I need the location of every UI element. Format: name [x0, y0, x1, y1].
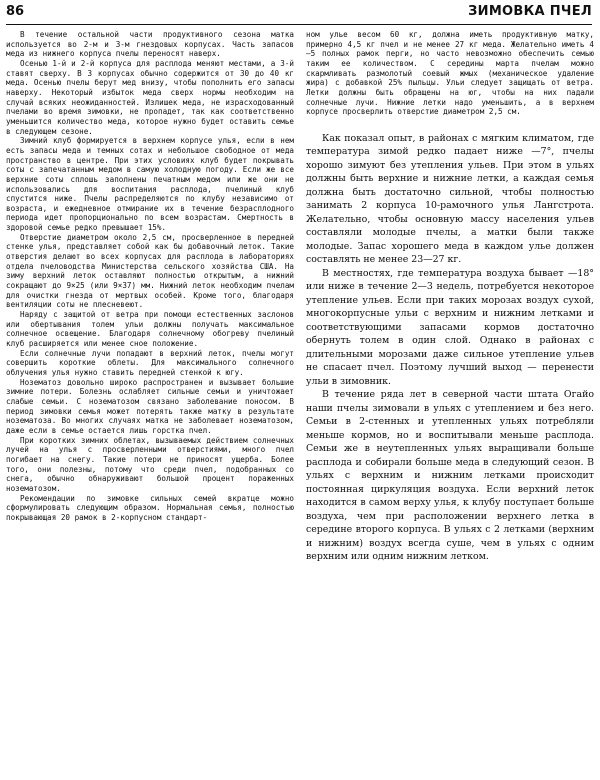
- header-rule: [6, 24, 592, 25]
- section-gap: [306, 117, 594, 132]
- continuation-paragraph: ном улье весом 60 кг, должна иметь продуктивную матку, примерно 4,5 кг пчел и не менее 27 кг меда. Желательно иметь 4—5 полных рамок перги, но часто невозможно обеспечить семью таким ее количеством. С середины марта пчелам можно скармливать размолотый соевый жмых (механическое удаление жира) с добавкой 25% пыльцы. Ульи следует защищать от ветра. Летки должны быть обращены на юг, чтобы на них падали солнечные лучи. Нижние летки надо уменьшить, а в верхнем корпусе просверлить отверстие диаметром 2,5 см.: [306, 30, 594, 117]
- paragraph: В местностях, где температура воздуха бывает —18° или ниже в течение 2—3 недель, потребуется некоторое утепление ульев. Если при таких морозах воздух сухой, многокорпусные ульи с верхним и нижним летками и соответствующими запасами кормов достаточно обернуть толем в один слой. Однако в районах с длительными морозами даже сильное утепление ульев не спасает пчел. Поэтому лучший выход — перенести ульи в зимовник.: [306, 267, 594, 387]
- right-column: [306, 30, 594, 778]
- left-column: [6, 30, 294, 778]
- paragraph: Если солнечные лучи попадают в верхний леток, пчелы могут совершить короткие облеты. Для максимального солнечного облучения улья нужно ставить передней стенкой к югу.: [6, 348, 294, 377]
- paragraph: При коротких зимних облетах, вызываемых действием солнечных лучей на улья с просверленными отверстиями, много пчел погибает на снегу. Такие потери не приносят ущерба. Более того, они полезны, потому что среди пчел, подобранных со снега, обычно обнаруживают большой процент пораженных нозематозом.: [6, 435, 294, 493]
- paragraph: Зимний клуб формируется в верхнем корпусе улья, если в нем есть запасы меда и темных сотах и небольшое свободное от меда пространство в центре. При этих условиях клуб будет покрывать соты с запечатанным медом в самую холодную погоду. Если же все верхние соты сплошь заполнены печатным медом или же они не использовались для воспитания расплода, пчелиный клуб спустится ниже. Пчелы распределяются по клубу независимо от возраста, и ежедневное отмирание их в течение безрасплодного периода идет пропорционально по всем возрастам. Смертность в здоровой семье редко превышает 15%.: [6, 136, 294, 233]
- paragraph: Осенью 1-й и 2-й корпуса для расплода меняют местами, а 3-й ставят сверху. В 3 корпусах обычно содержится от 30 до 40 кг меда. Осенью пчелы берут мед внизу, чтобы пополнить его запасы наверху. Некоторый избыток меда сверх нормы необходим на случай всяких неожиданностей. Излишек меда, не израсходованный пчелами во время зимовки, не пропадет, так как соответственно уменьшится количество меда, которое нужно будет оставить семье в следующем сезоне.: [6, 58, 294, 136]
- paragraph: Нозематоз довольно широко распространен и вызывает большие зимние потери. Болезнь ослабляет сильные семьи и уничтожает слабые семьи. С нозематозом связано заболевание поносом. В период зимовки семья может потерять также матку в результате нозематоза. Во многих случаях матка не заболевает нозематозом, даже если в семье остается лишь горстка пчел.: [6, 377, 294, 435]
- page-number: 86: [6, 4, 25, 19]
- paragraph: Наряду с защитой от ветра при помощи естественных заслонов или обертывания толем ульи должны получать максимальное солнечное освещение. Благодаря солнечному обогреву пчелиный клуб расширяется или менее сное положение.: [6, 310, 294, 348]
- paragraph: Отверстие диаметром около 2,5 см, просверленное в передней стенке улья, представляет собой как бы добавочный леток. Такие отверстия делают во всех корпусах для расплода в лабораториях отдела пчеловодства Министерства сельского хозяйства США. На зиму верхний леток оставляют полностью открытым, а нижний сокращают до 9×25 (или 9×37) мм. Нижний леток необходим пчелам для очистки гнезда от мертвых особей. Кроме того, благодаря вентиляции соты не плесневеют.: [6, 232, 294, 310]
- running-title: ЗИМОВКА ПЧЕЛ: [468, 4, 592, 19]
- page-header: [6, 4, 592, 24]
- paragraph: В течение остальной части продуктивного сезона матка используется во 2-м и 3-м гнездовых корпусах. Часть запасов меда из нижнего корпуса пчелы переносят наверх.: [6, 30, 294, 59]
- paragraph: Как показал опыт, в районах с мягким климатом, где температура зимой редко падает ниже —7°, пчелы хорошо зимуют без утепления ульев. При этом в ульях должны быть верхние и нижние летки, а каждая семья должна быть достаточно сильной, чтобы полностью занимать 2 корпуса 10-рамочного улья Лангстрота. Желательно, чтобы основную массу населения ульев составляли молодые пчелы, а матки были также молодые. Запас хорошего меда в каждом улье должен составлять не менее 23—27 кг.: [306, 132, 594, 266]
- paragraph: Рекомендации по зимовке сильных семей вкратце можно сформулировать следующим образом. Нормальная семья, полностью покрывающая 20 рамок в 2-корпусном стандарт-: [6, 493, 294, 522]
- paragraph: В течение ряда лет в северной части штата Огайо наши пчелы зимовали в ульях с утеплением и без него. Семьи в 2-стенных и утепленных ульях потребляли меньше кормов, но и воспитывали меньше расплода. Семьи же в неутепленных ульях выращивали больше расплода и собирали больше меда в следующий сезон. В ульях с верхним и нижним летками происходит постоянная циркуляция воздуха. Если верхний леток находится в самом верху улья, к клубу поступает больше воздуха, чем при расположении верхнего летка в середине второго корпуса. В ульях с 2 летками (верхним и нижним) воздух всегда суше, чем в ульях с одним верхним или одним нижним летком.: [306, 389, 594, 563]
